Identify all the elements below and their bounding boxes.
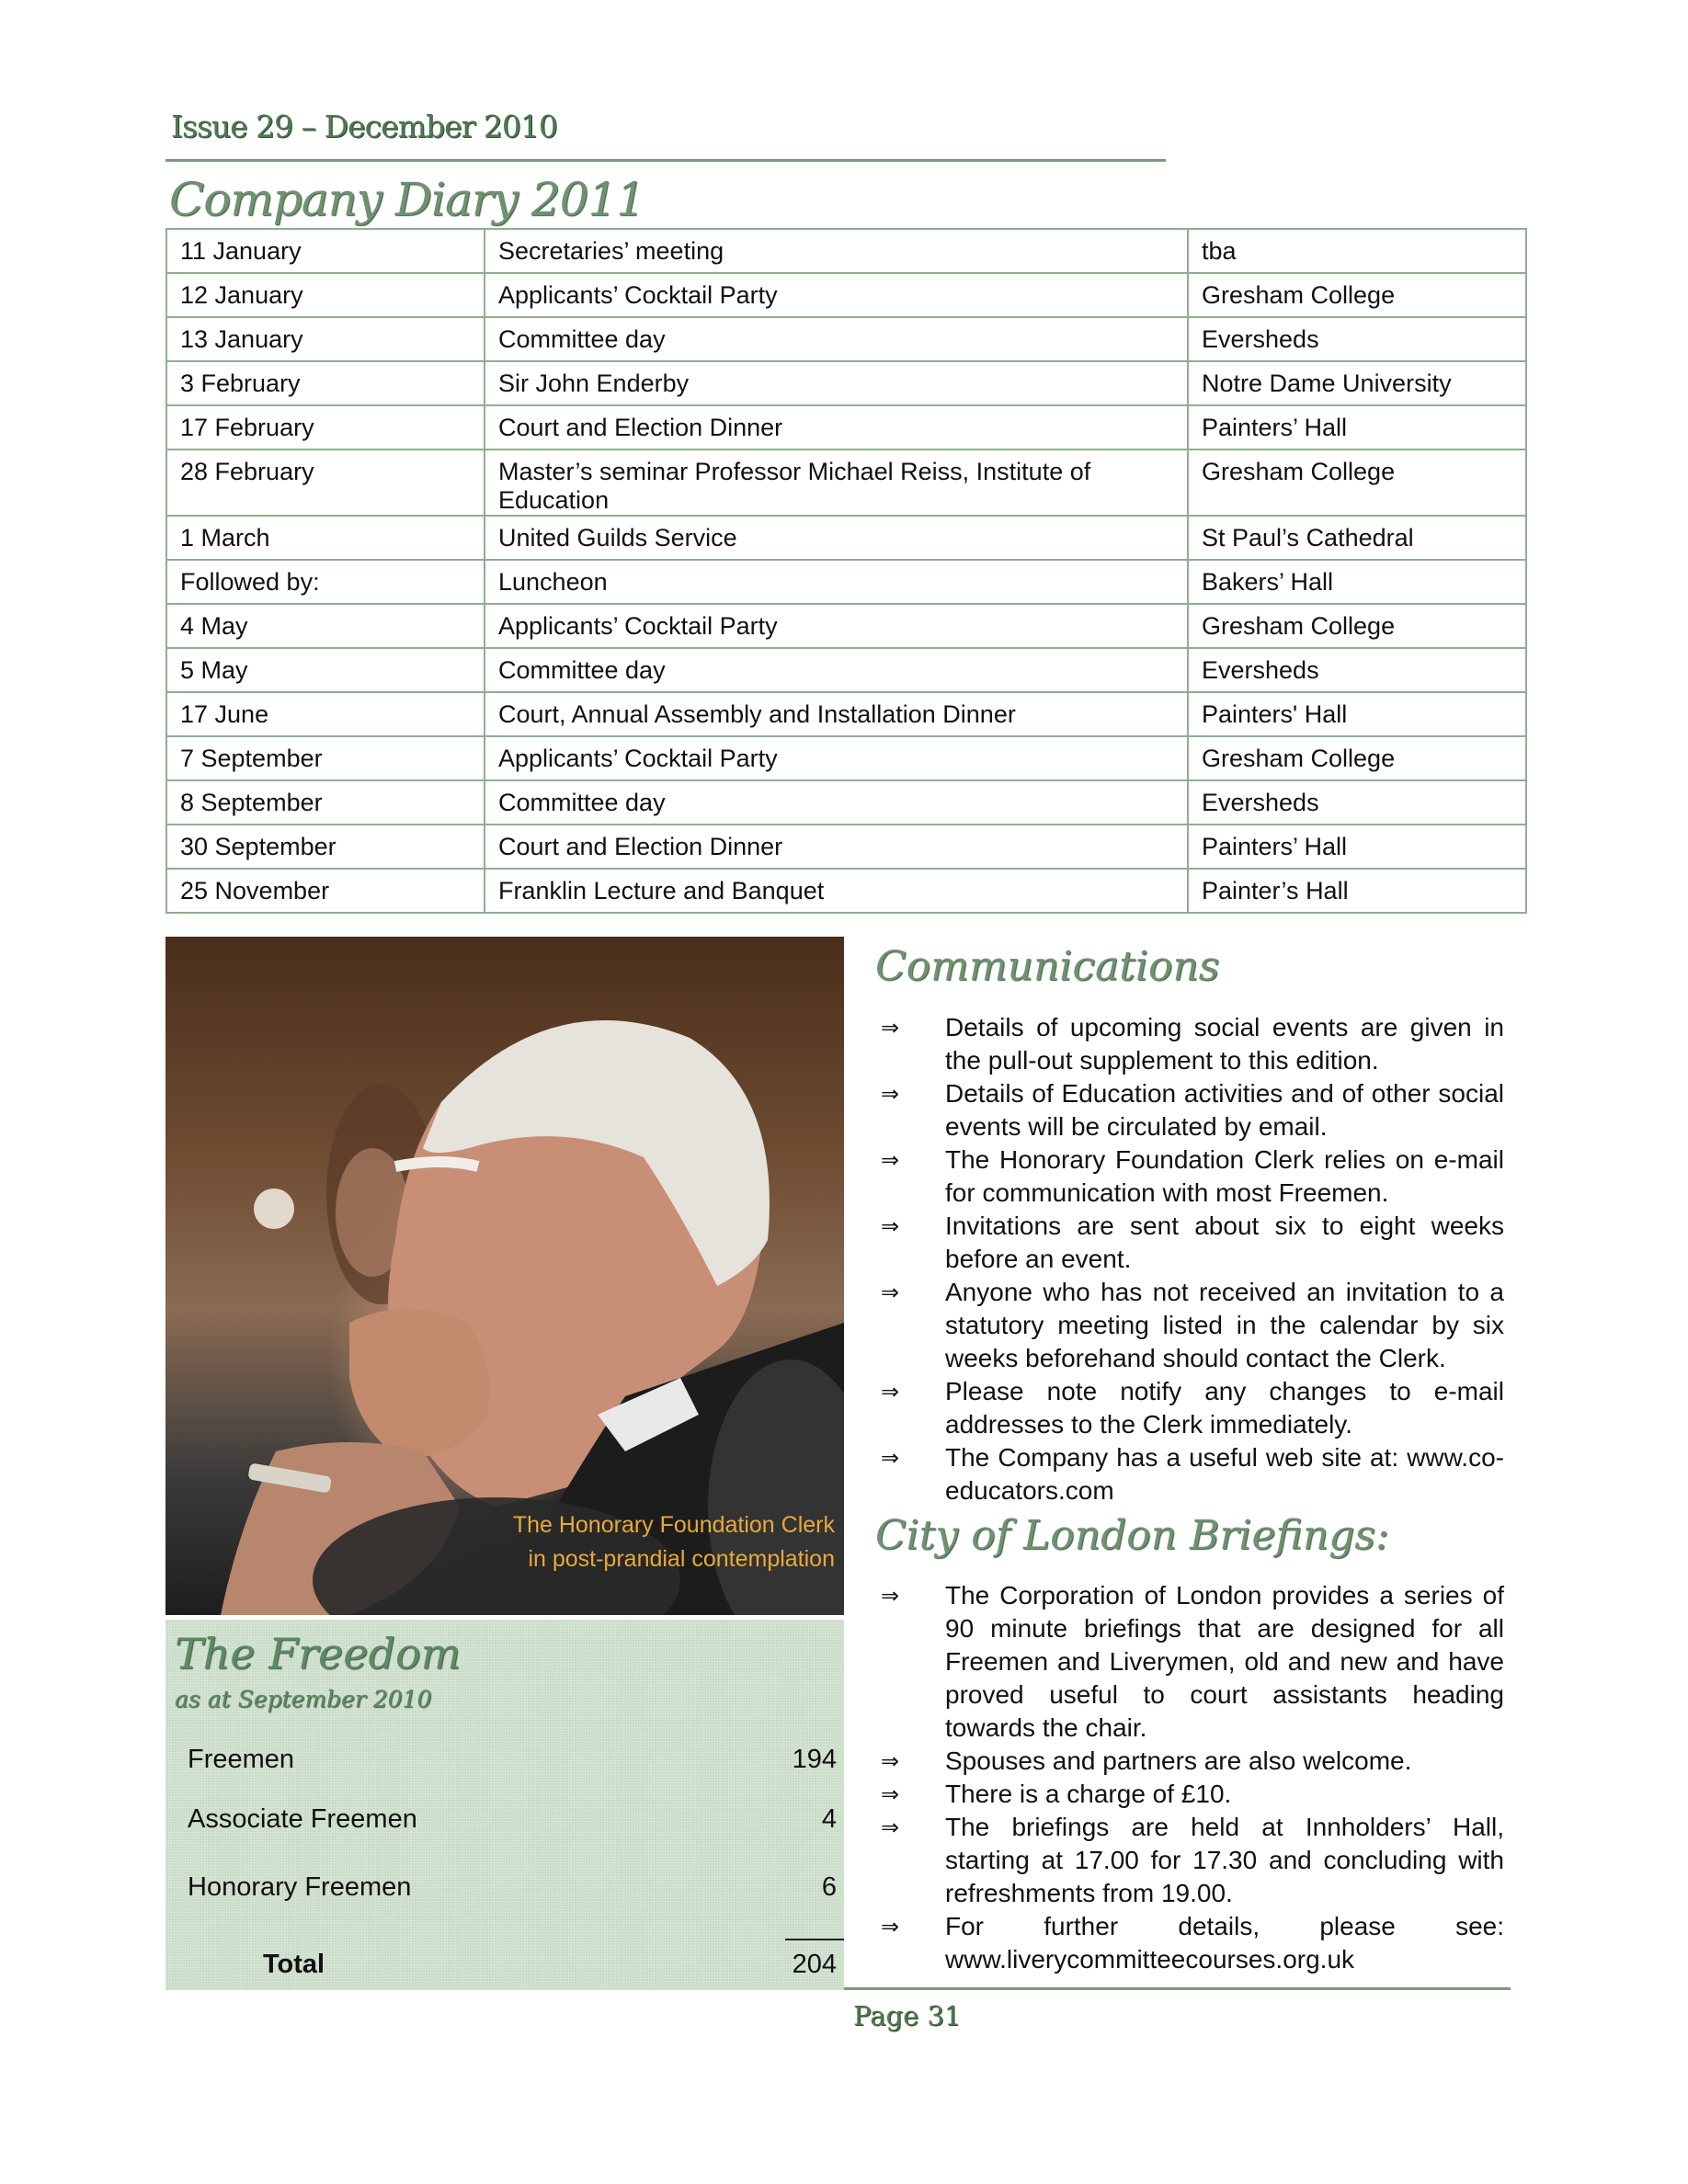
bullet-text: The briefings are held at Innholders’ Hall, starting at 17.00 for 17.30 and concluding with refreshments from 19.00. xyxy=(945,1813,1504,1907)
diary-date: 4 May xyxy=(166,604,485,648)
issue-header: Issue 29 – December 2010 xyxy=(171,108,557,144)
double-arrow-icon: ⇒ xyxy=(881,1781,900,1807)
freedom-total-value: 204 xyxy=(792,1950,837,1979)
double-arrow-icon: ⇒ xyxy=(881,1213,900,1239)
freedom-row xyxy=(188,1745,837,1775)
diary-venue: Notre Dame University xyxy=(1188,361,1526,405)
diary-row xyxy=(166,516,1526,560)
bullet-item xyxy=(879,1143,1504,1210)
diary-venue: Gresham College xyxy=(1188,273,1526,317)
diary-venue: St Paul’s Cathedral xyxy=(1188,516,1526,560)
diary-venue: Gresham College xyxy=(1188,604,1526,648)
bullet-text: The Company has a useful web site at: www.co-educators.com xyxy=(945,1443,1504,1505)
bullet-item xyxy=(879,1276,1504,1375)
freedom-row xyxy=(188,1804,837,1835)
freedom-row xyxy=(188,1872,837,1903)
diary-row xyxy=(166,825,1526,869)
caption-line-1: The Honorary Foundation Clerk xyxy=(512,1512,835,1538)
diary-row xyxy=(166,869,1526,913)
bullet-item xyxy=(879,1778,1504,1811)
double-arrow-icon: ⇒ xyxy=(881,1147,900,1173)
diary-row xyxy=(166,229,1526,273)
diary-row xyxy=(166,273,1526,317)
bullet-item xyxy=(879,1011,1504,1077)
freedom-total-row xyxy=(188,1950,837,1980)
diary-date: 17 June xyxy=(166,692,485,736)
diary-venue: Gresham College xyxy=(1188,449,1526,516)
photo-honorary-clerk xyxy=(165,937,844,1615)
briefings-list xyxy=(879,1579,1504,1976)
freedom-panel xyxy=(165,1620,844,1990)
briefings-title: City of London Briefings: xyxy=(875,1512,1389,1559)
diary-event: Committee day xyxy=(485,648,1188,692)
diary-event: Sir John Enderby xyxy=(485,361,1188,405)
diary-venue: Eversheds xyxy=(1188,317,1526,361)
diary-date: 1 March xyxy=(166,516,485,560)
double-arrow-icon: ⇒ xyxy=(881,1914,900,1939)
diary-venue: tba xyxy=(1188,229,1526,273)
diary-row xyxy=(166,780,1526,825)
diary-date: 17 February xyxy=(166,405,485,449)
diary-date: 8 September xyxy=(166,780,485,825)
diary-event: Franklin Lecture and Banquet xyxy=(485,869,1188,913)
diary-row xyxy=(166,361,1526,405)
bullet-item xyxy=(879,1375,1504,1441)
diary-event: Master’s seminar Professor Michael Reiss, Institute of Education xyxy=(485,449,1188,516)
diary-date: 12 January xyxy=(166,273,485,317)
freedom-subtitle: as at September 2010 xyxy=(175,1686,432,1712)
bullet-item xyxy=(879,1441,1504,1507)
communications-list xyxy=(879,1011,1504,1507)
freedom-value: 194 xyxy=(792,1745,837,1774)
bullet-item xyxy=(879,1745,1504,1778)
photo-caption xyxy=(513,1508,835,1576)
diary-date: Followed by: xyxy=(166,560,485,604)
diary-venue: Eversheds xyxy=(1188,648,1526,692)
diary-venue: Painters’ Hall xyxy=(1188,825,1526,869)
bullet-item xyxy=(879,1811,1504,1910)
diary-event: Applicants’ Cocktail Party xyxy=(485,736,1188,780)
footer-rule xyxy=(844,1987,1511,1990)
diary-row xyxy=(166,736,1526,780)
bullet-text: For further details, please see: www.liverycommitteecourses.org.uk xyxy=(945,1912,1504,1974)
diary-date: 28 February xyxy=(166,449,485,516)
freedom-value: 6 xyxy=(821,1872,837,1902)
double-arrow-icon: ⇒ xyxy=(881,1814,900,1840)
diary-date: 30 September xyxy=(166,825,485,869)
double-arrow-icon: ⇒ xyxy=(881,1081,900,1107)
diary-row xyxy=(166,692,1526,736)
diary-event: Court and Election Dinner xyxy=(485,405,1188,449)
bullet-text: Invitations are sent about six to eight weeks before an event. xyxy=(945,1211,1504,1273)
diary-event: Luncheon xyxy=(485,560,1188,604)
page-number: Page 31 xyxy=(853,2000,962,2031)
diary-venue: Gresham College xyxy=(1188,736,1526,780)
diary-event: Committee day xyxy=(485,780,1188,825)
freedom-label: Freemen xyxy=(188,1745,295,1774)
diary-venue: Eversheds xyxy=(1188,780,1526,825)
bullet-text: The Honorary Foundation Clerk relies on e-mail for communication with most Freemen. xyxy=(945,1145,1504,1207)
diary-date: 3 February xyxy=(166,361,485,405)
double-arrow-icon: ⇒ xyxy=(881,1748,900,1774)
diary-table xyxy=(165,228,1527,914)
header-rule xyxy=(165,159,1166,162)
diary-event: Applicants’ Cocktail Party xyxy=(485,604,1188,648)
freedom-value: 4 xyxy=(821,1804,837,1834)
bullet-item xyxy=(879,1210,1504,1276)
bullet-text: There is a charge of £10. xyxy=(945,1780,1232,1808)
double-arrow-icon: ⇒ xyxy=(881,1379,900,1405)
diary-row xyxy=(166,604,1526,648)
bullet-item xyxy=(879,1579,1504,1745)
diary-row xyxy=(166,648,1526,692)
diary-row xyxy=(166,317,1526,361)
freedom-label: Honorary Freemen xyxy=(188,1872,412,1902)
freedom-total-label: Total xyxy=(263,1950,325,1979)
diary-row xyxy=(166,560,1526,604)
bullet-text: Please note notify any changes to e-mail addresses to the Clerk immediately. xyxy=(945,1377,1504,1439)
diary-event: Court and Election Dinner xyxy=(485,825,1188,869)
diary-date: 7 September xyxy=(166,736,485,780)
diary-row xyxy=(166,405,1526,449)
freedom-title: The Freedom xyxy=(175,1629,462,1678)
diary-date: 13 January xyxy=(166,317,485,361)
double-arrow-icon: ⇒ xyxy=(881,1445,900,1471)
bullet-text: Anyone who has not received an invitation to a statutory meeting listed in the calendar by six weeks beforehand should contact the Clerk. xyxy=(945,1278,1504,1372)
diary-event: United Guilds Service xyxy=(485,516,1188,560)
diary-date: 25 November xyxy=(166,869,485,913)
diary-event: Court, Annual Assembly and Installation Dinner xyxy=(485,692,1188,736)
diary-event: Committee day xyxy=(485,317,1188,361)
communications-title: Communications xyxy=(875,943,1220,990)
freedom-label: Associate Freemen xyxy=(188,1804,417,1834)
diary-row xyxy=(166,449,1526,516)
diary-venue: Painter’s Hall xyxy=(1188,869,1526,913)
total-rule xyxy=(785,1939,844,1940)
bullet-text: Spouses and partners are also welcome. xyxy=(945,1746,1412,1775)
diary-event: Applicants’ Cocktail Party xyxy=(485,273,1188,317)
double-arrow-icon: ⇒ xyxy=(881,1280,900,1305)
bullet-text: The Corporation of London provides a series of 90 minute briefings that are designed for all Freemen and Liverymen, old and new and have proved useful to court assistants heading towards the chair. xyxy=(945,1581,1504,1742)
diary-venue: Bakers’ Hall xyxy=(1188,560,1526,604)
bullet-item xyxy=(879,1077,1504,1143)
double-arrow-icon: ⇒ xyxy=(881,1583,900,1609)
diary-title: Company Diary 2011 xyxy=(169,173,645,226)
diary-venue: Painters’ Hall xyxy=(1188,405,1526,449)
bullet-item xyxy=(879,1910,1504,1976)
diary-date: 5 May xyxy=(166,648,485,692)
bullet-text: Details of upcoming social events are given in the pull-out supplement to this edition. xyxy=(945,1013,1504,1075)
bullet-text: Details of Education activities and of other social events will be circulated by email. xyxy=(945,1079,1504,1141)
diary-event: Secretaries’ meeting xyxy=(485,229,1188,273)
diary-venue: Painters' Hall xyxy=(1188,692,1526,736)
caption-line-2: in post-prandial contemplation xyxy=(528,1546,835,1572)
double-arrow-icon: ⇒ xyxy=(881,1015,900,1041)
diary-date: 11 January xyxy=(166,229,485,273)
